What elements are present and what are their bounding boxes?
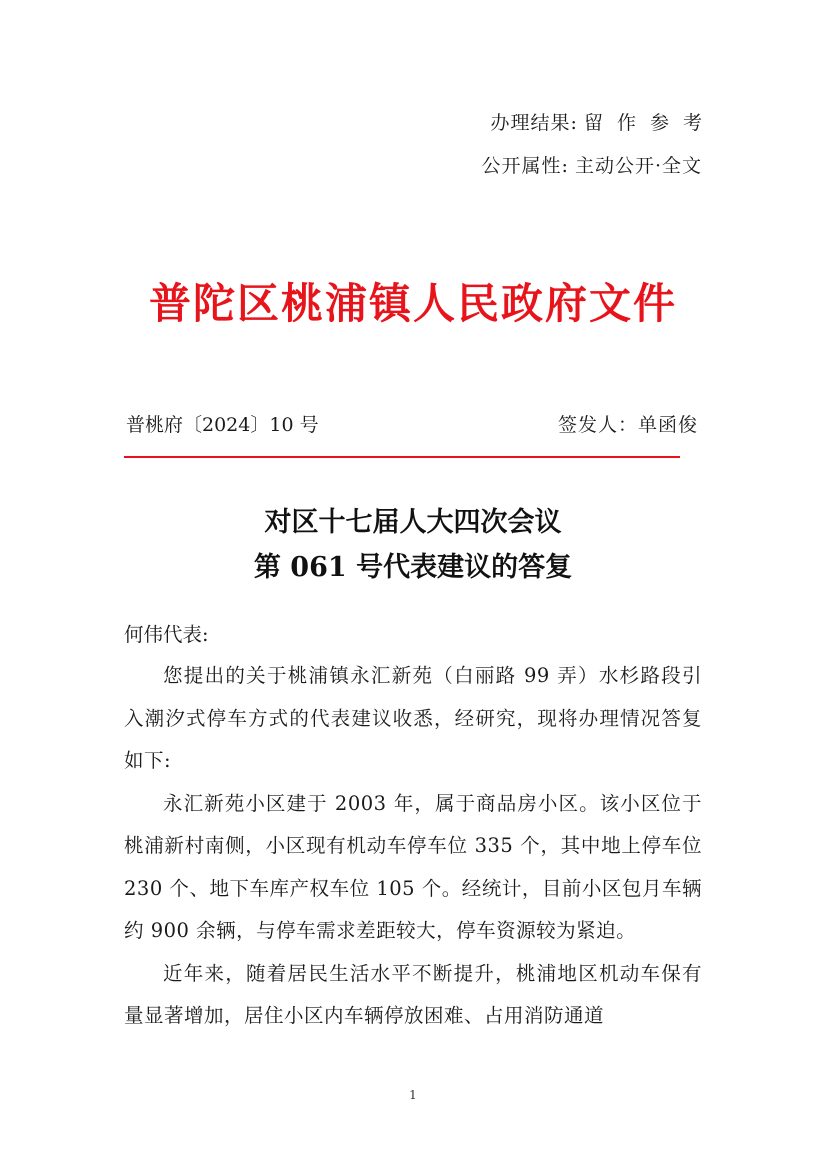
handling-result-label: 办理结果: — [490, 112, 578, 134]
disclosure-attribute-value: 主动公开·全文 — [574, 155, 702, 177]
handling-result-value: 留作参考 — [583, 112, 716, 134]
document-title-line-1: 对区十七届人大四次会议 — [264, 507, 562, 538]
disclosure-attribute-label: 公开属性: — [481, 155, 569, 177]
salutation: 何伟代表: — [124, 623, 209, 646]
document-title-line-2: 第 061 号代表建议的答复 — [253, 552, 573, 583]
page-number: 1 — [409, 1088, 417, 1102]
paragraph: 您提出的关于桃浦镇永汇新苑（白丽路 99 弄）水杉路段引入潮汐式停车方式的代表建议收悉，经研究，现将办理情况答复如下: — [124, 664, 702, 772]
signer-name: 单函俊 — [637, 414, 698, 436]
paragraph: 永汇新苑小区建于 2003 年，属于商品房小区。该小区位于桃浦新村南侧，小区现有机动车停车位 335 个，其中地上停车位 230 个、地下车库产权车位 105 个。经统计，目前小区包月车辆约 900 余辆，与停车需求差距较大，停车资源较为紧迫。 — [124, 791, 702, 942]
signer — [558, 412, 698, 438]
body-text — [124, 655, 702, 1038]
document-number: 普桃府〔2024〕10 号 — [126, 414, 319, 436]
issuing-authority-header: 普陀区桃浦镇人民政府文件 — [148, 279, 677, 328]
header-divider — [124, 456, 680, 458]
disclosure-attribute — [482, 154, 703, 178]
signer-label: 签发人： — [557, 414, 638, 436]
paragraph: 近年来，随着居民生活水平不断提升，桃浦地区机动车保有量显著增加，居住小区内车辆停放困难、占用消防通道 — [124, 961, 702, 1027]
handling-result — [490, 111, 716, 135]
